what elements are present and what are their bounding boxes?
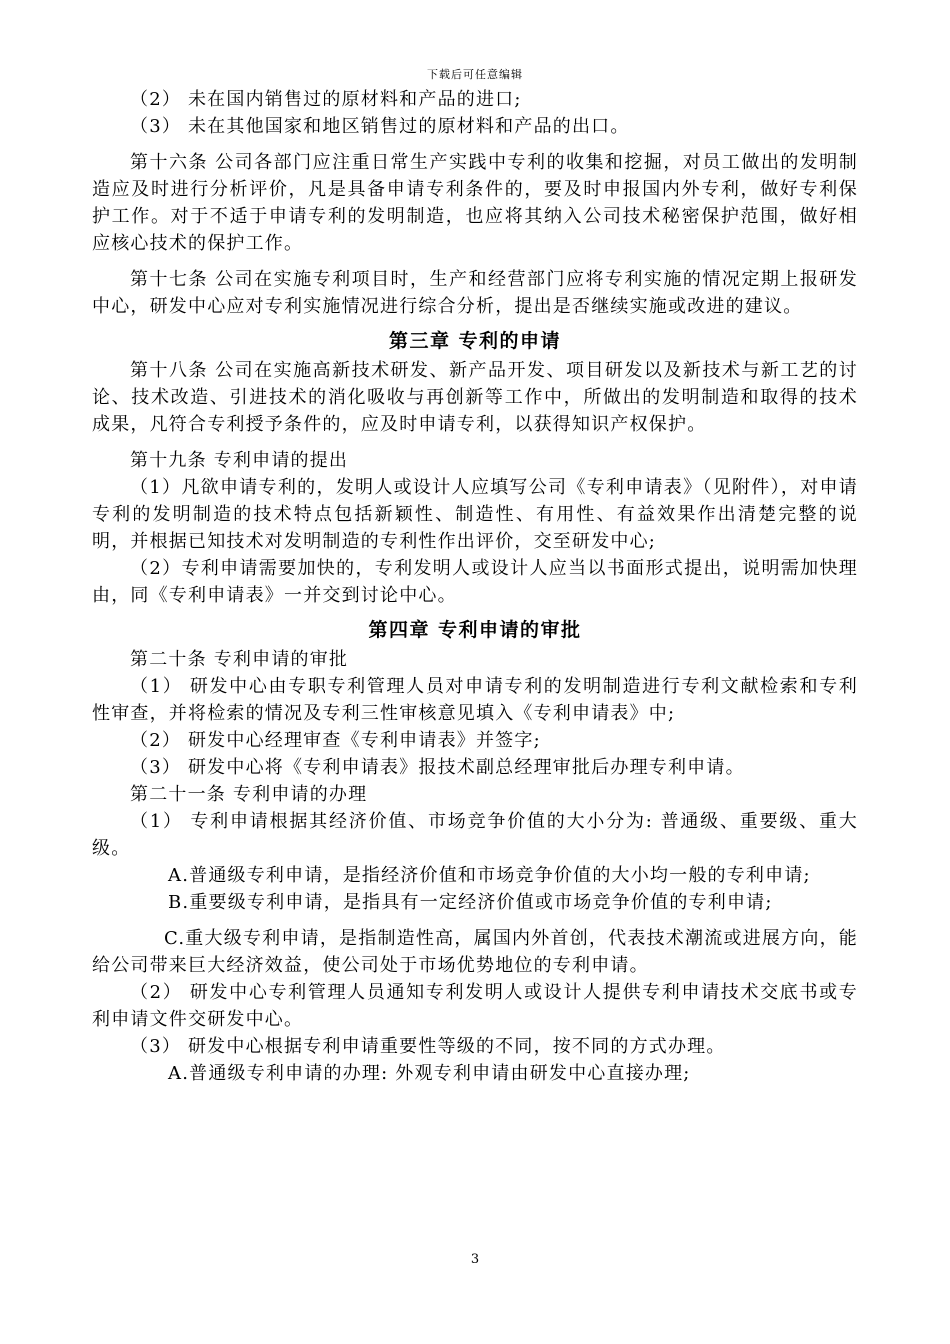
paragraph: （1）凡欲申请专利的，发明人或设计人应填写公司《专利申请表》（见附件），对申请专利的发明制造的技术特点包括新颖性、制造性、有用性、有益效果作出清楚完整的说明，并根据已知技术对发明制造的专利性作出评价，交至研发中心; <box>92 477 858 552</box>
paragraph: （3） 研发中心将《专利申请表》报技术副总经理审批后办理专利申请。 <box>130 757 745 778</box>
paragraph: （2） 未在国内销售过的原材料和产品的进口; <box>130 89 522 110</box>
page-number: 3 <box>470 1252 480 1267</box>
article-21: 第二十一条 专利申请的办理 <box>130 784 368 805</box>
article-20: 第二十条 专利申请的审批 <box>130 649 349 670</box>
paragraph: B.重要级专利申请，是指具有一定经济价值或市场竞争价值的专利申请; <box>168 892 773 913</box>
paragraph: （1） 研发中心由专职专利管理人员对申请专利的发明制造进行专利文献检索和专利性审查，并将检索的情况及专利三性审核意见填入《专利申请表》中; <box>92 676 858 724</box>
paragraph: A.普通级专利申请的办理: 外观专利申请由研发中心直接办理; <box>168 1063 691 1084</box>
document-body <box>92 86 858 1087</box>
article-18: 第十八条 公司在实施高新技术研发、新产品开发、项目研发以及新技术与新工艺的讨论、技术改造、引进技术的消化吸收与再创新等工作中，所做出的发明制造和取得的技术成果，凡符合专利授予条件的，应及时申请专利，以获得知识产权保护。 <box>92 360 858 435</box>
chapter-4-heading: 第四章 专利申请的审批 <box>368 619 582 641</box>
article-16: 第十六条 公司各部门应注重日常生产实践中专利的收集和挖掘，对员工做出的发明制造应及时进行分析评价，凡是具备申请专利条件的，要及时申报国内外专利，做好专利保护工作。对于不适于申请专利的发明制造，也应将其纳入公司技术秘密保护范围，做好相应核心技术的保护工作。 <box>92 152 858 254</box>
paragraph: （3） 研发中心根据专利申请重要性等级的不同，按不同的方式办理。 <box>130 1036 726 1057</box>
paragraph: （2） 研发中心经理审查《专利申请表》并签字; <box>130 730 541 751</box>
chapter-3-heading: 第三章 专利的申请 <box>388 330 562 352</box>
article-19: 第十九条 专利申请的提出 <box>130 450 349 471</box>
page-header: 下载后可任意编辑 <box>427 68 523 81</box>
paragraph: （2） 研发中心专利管理人员通知专利发明人或设计人提供专利申请技术交底书或专利申请文件交研发中心。 <box>92 982 858 1030</box>
paragraph: C.重大级专利申请，是指制造性高，属国内外首创，代表技术潮流或进展方向，能给公司带来巨大经济效益，使公司处于市场优势地位的专利申请。 <box>92 928 858 976</box>
paragraph: （3） 未在其他国家和地区销售过的原材料和产品的出口。 <box>130 116 630 137</box>
article-17: 第十七条 公司在实施专利项目时，生产和经营部门应将专利实施的情况定期上报研发中心，研发中心应对专利实施情况进行综合分析，提出是否继续实施或改进的建议。 <box>92 269 858 317</box>
paragraph: （1） 专利申请根据其经济价值、市场竞争价值的大小分为: 普通级、重要级、重大级。 <box>92 811 858 859</box>
paragraph: （2）专利申请需要加快的，专利发明人或设计人应当以书面形式提出，说明需加快理由，同《专利申请表》一并交到讨论中心。 <box>92 558 858 606</box>
paragraph: A.普通级专利申请，是指经济价值和市场竞争价值的大小均一般的专利申请; <box>168 865 811 886</box>
